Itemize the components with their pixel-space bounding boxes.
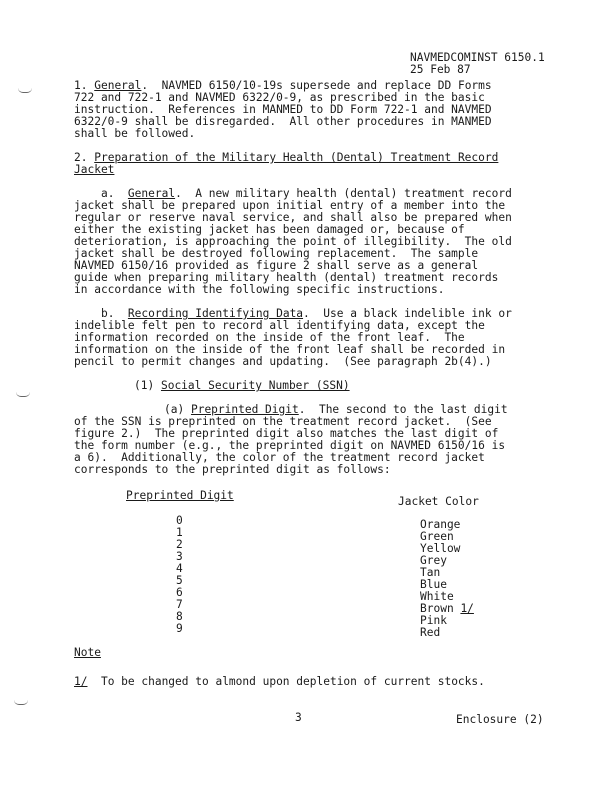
preprinted-line-6: corresponds to the preprinted digit as follows: — [74, 463, 391, 476]
para-a-line-4: either the existing jacket has been damaged or, because of — [74, 223, 465, 236]
section-1-line-4: 6322/0-9 shall be disregarded. All other procedures in MANMED — [74, 115, 492, 128]
para-b-line-4: information on the inside of the front leaf shall be recorded in — [74, 343, 506, 356]
para-a-line-1: a. General. A new military health (dental) treatment record — [100, 187, 512, 200]
para-b-line-5: pencil to permit changes and updating. (See paragraph 2b(4).) — [74, 355, 492, 368]
table-digit: 2 — [176, 538, 183, 551]
ssn-title: Social Security Number (SSN) — [160, 379, 350, 392]
table-digit: 1 — [176, 526, 183, 539]
preprinted-title: Preprinted Digit — [190, 403, 299, 416]
section-2-heading — [74, 152, 498, 164]
binder-mark — [18, 88, 32, 93]
para-a-line-9: in accordance with the following specific instructions. — [74, 283, 445, 296]
table-color: Tan — [420, 566, 441, 579]
document-date: 25 Feb 87 — [410, 63, 471, 76]
document-id: NAVMEDCOMINST 6150.1 — [410, 51, 545, 64]
ssn-number: (1) — [134, 379, 155, 392]
para-b-line-2: indelible felt pen to record all identifying data, except the — [74, 319, 485, 332]
section-1-title: General — [94, 79, 142, 92]
section-2-number: 2. — [74, 151, 88, 164]
preprinted-label: (a) — [164, 403, 185, 416]
note-heading: Note — [74, 646, 101, 659]
para-a-label: a. — [100, 187, 115, 200]
section-1-number: 1. — [74, 79, 88, 92]
table-color-brown: Brown 1/ — [420, 602, 474, 615]
section-1-line-2: 722 and 722-1 and NAVMED 6322/0-9, as prescribed in the basic — [74, 91, 485, 104]
para-a-line-7: NAVMED 6150/16 provided as figure 2 shall serve as a general — [74, 259, 479, 272]
table-color: Red — [420, 626, 441, 639]
para-b-line-3: information recorded on the inside of the front leaf. The — [74, 331, 465, 344]
binder-mark — [16, 392, 30, 397]
table-digit: 6 — [176, 586, 183, 599]
preprinted-line-2: of the SSN is preprinted on the treatment record jacket. (See — [74, 415, 492, 428]
para-b-title: Recording Identifying Data — [127, 307, 304, 320]
section-1-line-5: shall be followed. — [74, 127, 196, 140]
enclosure-label: Enclosure (2) — [456, 713, 544, 726]
table-color: Grey — [420, 554, 447, 567]
section-2-title-line-2: Jacket — [74, 163, 115, 176]
table-digit: 8 — [176, 610, 183, 623]
note-marker: 1/ — [74, 675, 88, 688]
table-color: Yellow — [420, 542, 461, 555]
preprinted-line-1: (a) Preprinted Digit. The second to the last digit — [164, 403, 508, 416]
para-b-line-1: b. Recording Identifying Data. Use a black indelible ink or — [100, 307, 512, 320]
footnote-ref: 1/ — [460, 602, 474, 615]
preprinted-line-5: a 6). Additionally, the color of the treatment record jacket — [74, 451, 485, 464]
table-digit: 5 — [176, 574, 183, 587]
table-digit: 9 — [176, 622, 183, 635]
table-color: Blue — [420, 578, 447, 591]
para-a-line-3: regular or reserve naval service, and shall also be prepared when — [74, 211, 512, 224]
section-1-line-3: instruction. References in MANMED to DD Form 722-1 and NAVMED — [74, 103, 492, 116]
page-number: 3 — [295, 711, 302, 724]
table-digit: 7 — [176, 598, 183, 611]
table-header-color: Jacket Color — [398, 495, 479, 508]
para-a-line-6: jacket shall be destroyed following replacement. The sample — [74, 247, 479, 260]
table-header-digit: Preprinted Digit — [126, 489, 234, 502]
section-2-title-line-1: Preparation of the Military Health (Dental) Treatment Record — [94, 151, 499, 164]
table-digit: 4 — [176, 562, 183, 575]
binder-mark — [14, 700, 28, 705]
ssn-heading — [134, 380, 350, 392]
para-a-line-8: guide when preparing military health (dental) treatment records — [74, 271, 499, 284]
para-b-label: b. — [100, 307, 115, 320]
table-color: Green — [420, 530, 454, 543]
preprinted-line-3: figure 2.) The preprinted digit also matches the last digit of — [74, 427, 499, 440]
note-text: 1/ To be changed to almond upon depletion of current stocks. — [74, 675, 485, 688]
table-color: Orange — [420, 518, 461, 531]
para-a-line-5: deterioration, is approaching the point of illegibility. The old — [74, 235, 512, 248]
preprinted-line-4: the form number (e.g., the preprinted digit on NAVMED 6150/16 is — [74, 439, 506, 452]
table-color: Pink — [420, 614, 447, 627]
para-a-title: General — [127, 187, 176, 200]
section-1-line-1: 1. General. NAVMED 6150/10-19s supersede and replace DD Forms — [74, 79, 492, 92]
table-digit: 0 — [176, 514, 183, 527]
table-digit: 3 — [176, 550, 183, 563]
para-a-line-2: jacket shall be prepared upon initial entry of a member into the — [74, 199, 506, 212]
table-color: White — [420, 590, 454, 603]
